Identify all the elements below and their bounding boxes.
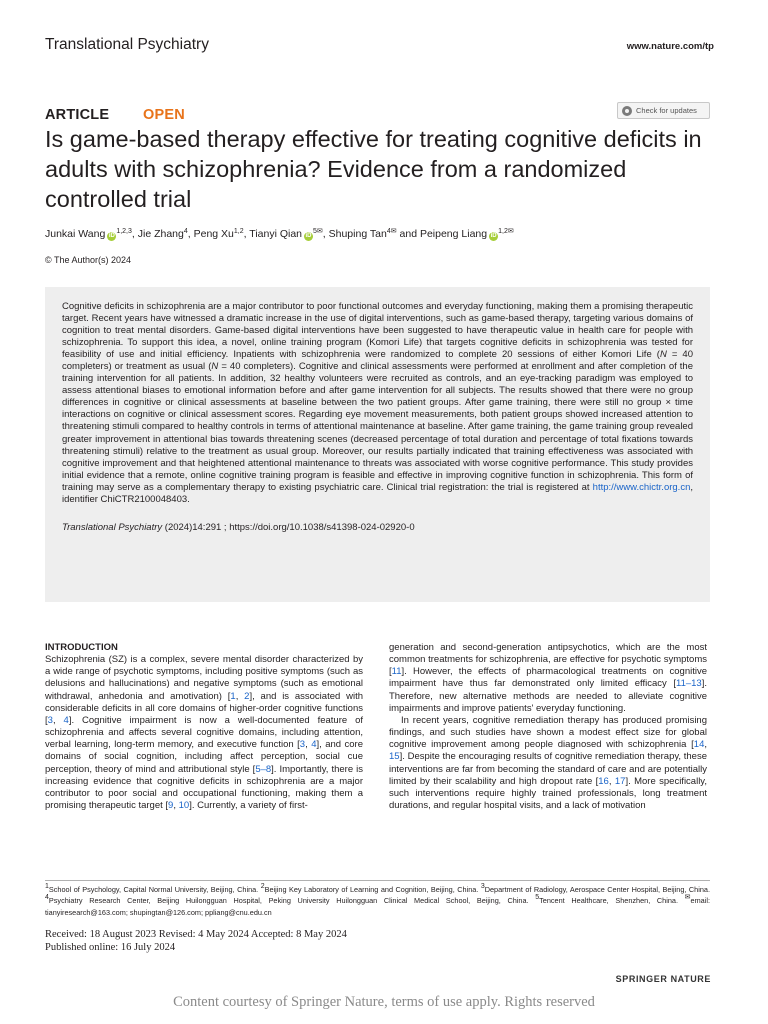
reference-link[interactable]: 11 — [391, 666, 402, 678]
reference-link[interactable]: 16 — [598, 775, 609, 787]
affiliation-sup: ✉ — [684, 894, 691, 902]
intro-column-right — [389, 642, 707, 812]
affiliation-sup: 3 — [480, 883, 485, 890]
abstract-text: Cognitive deficits in schizophrenia are a major contributor to poor functional outcomes and everyday functioning, making them a promising therapeutic target. Recent years have witnessed a dramatic increase in the use of digital interventions, such as game-based therapy, targeting various domains of cognition to treat mental disorders. Game-based digital interventions have been suggested to have therapeutic value in health care for people with schizophrenia. To support this idea, a novel, online training program (Komori Life) that targets cognitive deficits in schizophrenia was tested for feasibility of use and initial efficiency. Inpatients with schizophrenia were randomized to complete 20 sessions of either Komori Life (N = 40 completers) or treatment as usual (N = 40 completers). Cognitive and clinical assessments were performed at enrollment and after completion of the training intervention for all patients. In addition, 32 healthy volunteers were recruited as controls, and an eye-tracking paradigm was employed to assess attentional biases to emotional information before and after game intervention for all subjects. The results showed that there were no group differences in cognitive or clinical assessments at baseline between the two patient groups. After game training, there were still no group × time interactions on cognitive or clinical assessment scores. Regarding eye movement measurements, both patient groups showed increased attention to threatening stimuli compared to healthy controls in terms of attentional maintenance at baseline. After game training, the game training group revealed greater improvement in attentional bias towards threatening scenes (decreased percentage of total duration and percentage of total fixations towards threatening stimuli) relative to the treatment as usual group. Moreover, our results partially indicated that training effectiveness was associated with cognitive improvement and that heightened attentional maintenance to threats was associated with worse cognitive performance. This study provides initial evidence that a remote, online cognitive training program is feasible and effective in improving cognitive function in schizophrenia. This form of training may serve as a complementary therapy to existing psychiatric care. Clinical trial registration: the trial is registered at http://www.chictr.org.cn, identifier ChiCTR2100048403. — [62, 301, 694, 505]
author-affiliation-sup: 4✉ — [386, 228, 397, 235]
affiliation-sup: 5 — [535, 894, 540, 902]
affiliation-sup: 4 — [45, 894, 49, 902]
open-access-label: OPEN — [143, 107, 185, 123]
author-name: Jie Zhang — [137, 228, 184, 240]
orcid-icon[interactable]: iD — [305, 233, 312, 239]
affiliations: $^1$School of Psychology, Capital Normal University, Beijing, China. $^2$Beijing Key Laboratory of Learning and Cognition, Beijing, China. $^3$Department of Radiology, Aerospace Center Hospital, Beijing, China. $^4$Psychiatry Research Center, Beijing Huilongguan Hospital, Peking University Huilongguan Clinical Medical School, Beijing, China. $^5$Tencent Healthcare, Shenzhen, China. ✉email: tianyiresearch@163.com; shupingtan@126.com; ppliang@cnu.edu.cn — [45, 883, 711, 917]
author-affiliation-sup: 1,2 — [233, 228, 244, 235]
reference-link[interactable]: 15 — [389, 751, 400, 763]
abstract-box — [45, 287, 710, 602]
reference-link[interactable]: 14 — [693, 739, 705, 751]
author-name: Shuping Tan — [328, 228, 387, 240]
author-affiliation-sup: 4 — [183, 228, 188, 235]
check-for-updates-button[interactable] — [617, 102, 710, 119]
reference-link[interactable]: 5–8 — [255, 763, 272, 775]
reference-link[interactable]: 3 — [47, 714, 53, 726]
check-updates-icon — [622, 106, 632, 116]
orcid-icon[interactable]: iD — [108, 233, 115, 239]
reference-link[interactable]: 3 — [299, 739, 306, 751]
author-affiliation-sup: 1,2✉ — [498, 228, 514, 235]
courtesy-watermark: Content courtesy of Springer Nature, terms of use apply. Rights reserved — [173, 994, 595, 1010]
check-updates-label: Check for updates — [636, 106, 697, 115]
author-name: Peipeng Liang — [419, 228, 488, 240]
section-heading: INTRODUCTION — [45, 642, 118, 653]
intro-column-left — [45, 642, 363, 812]
reference-link[interactable]: 9 — [168, 800, 174, 812]
reference-link[interactable]: 1 — [230, 690, 236, 702]
journal-url-link[interactable]: www.nature.com/tp — [626, 41, 714, 52]
trial-registry-link[interactable]: http://www.chictr.org.cn — [592, 481, 691, 493]
article-title: Is game-based therapy effective for treating cognitive deficits in adults with schizophrenia? Evidence from a randomized controlled trial — [45, 126, 702, 212]
author-name: Peng Xu — [193, 228, 234, 240]
reference-link[interactable]: 17 — [614, 775, 626, 787]
copyright-notice: © The Author(s) 2024 — [45, 255, 132, 265]
journal-name: Translational Psychiatry — [45, 36, 209, 53]
affiliation-sup: 1 — [45, 883, 49, 890]
author-list: Junkai Wang iD$^{1,2,3}$, Jie Zhang$^4$, Peng Xu$^{1,2}$, Tianyi Qian $iD^{5✉}$, Shuping Tan$^{4✉}$ and Peipeng Liang $iD^{1,2✉}$ — [45, 228, 514, 240]
orcid-icon[interactable]: iD — [490, 233, 497, 239]
reference-link[interactable]: 10 — [178, 800, 190, 812]
reference-link[interactable]: 11–13 — [676, 678, 702, 690]
intro-paragraph: In recent years, cognitive remediation therapy has produced promising findings, and such studies have shown a modest effect size for global cognitive improvement among people diagnosed with schizophrenia [14, 15]. Despite the encouraging results of cognitive remediation therapy, these interventions are far from becoming the standard of care and are potentially limited by their scalability and high dropout rate [16, 17]. More specifically, such interventions require highly trained professionals, long treatment durations, and regular hospital visits, and a lack of motivation — [389, 714, 707, 812]
citation-line: Translational Psychiatry (2024)14:291 ; https://doi.org/10.1038/s41398-024-02920-0 — [62, 521, 415, 533]
reference-link[interactable]: 4 — [311, 739, 317, 751]
intro-paragraph: generation and second-generation antipsychotics, which are the most common treatments for schizophrenia, are effective for psychotic symptoms [11]. However, the effects of pharmacological treatments on cognitive impairment have thus far demonstrated only limited efficacy [11–13]. Therefore, new alternative methods are needed to alleviate cognitive impairments and improve patients' everyday functioning. — [389, 642, 707, 714]
author-name: Junkai Wang — [45, 228, 106, 240]
author-name: Tianyi Qian — [249, 228, 303, 240]
reference-link[interactable]: 2 — [244, 690, 250, 702]
author-affiliation-sup: 1,2,3 — [116, 228, 132, 235]
author-affiliation-sup: 5✉ — [313, 228, 323, 235]
publication-dates — [45, 928, 347, 954]
affiliation-sup: 2 — [260, 883, 265, 890]
received-dates: Received: 18 August 2023 Revised: 4 May 2024 Accepted: 8 May 2024 — [45, 929, 347, 940]
intro-paragraph: Schizophrenia (SZ) is a complex, severe mental disorder characterized by a wide range of psychotic symptoms, including positive symptoms (such as delusions and hallucinations) and negative symptoms (such as emotional withdrawal, anhedonia and amotivation) [1, 2], and is associated with considerable deficits in all core domains of higher-order cognitive functions [3, 4]. Cognitive impairment is now a well-documented feature of schizophrenia and affects several cognitive domains, including attention, verbal learning, long-term memory, and executive function [3, 4], and core domains of social cognition, including affect perception, social cue perception, theory of mind and attributional style [5–8]. Importantly, there is increasing evidence that cognitive deficits in schizophrenia are a major contributor to poor social and occupational functioning, making them a promising therapeutic target [9, 10]. Currently, a variety of first- — [45, 654, 364, 812]
footnote-divider — [45, 880, 710, 881]
published-date: Published online: 16 July 2024 — [45, 942, 176, 953]
publisher-logo: SPRINGER NATURE — [615, 974, 711, 984]
article-type-label: ARTICLE — [45, 107, 110, 123]
reference-link[interactable]: 4 — [63, 714, 69, 726]
